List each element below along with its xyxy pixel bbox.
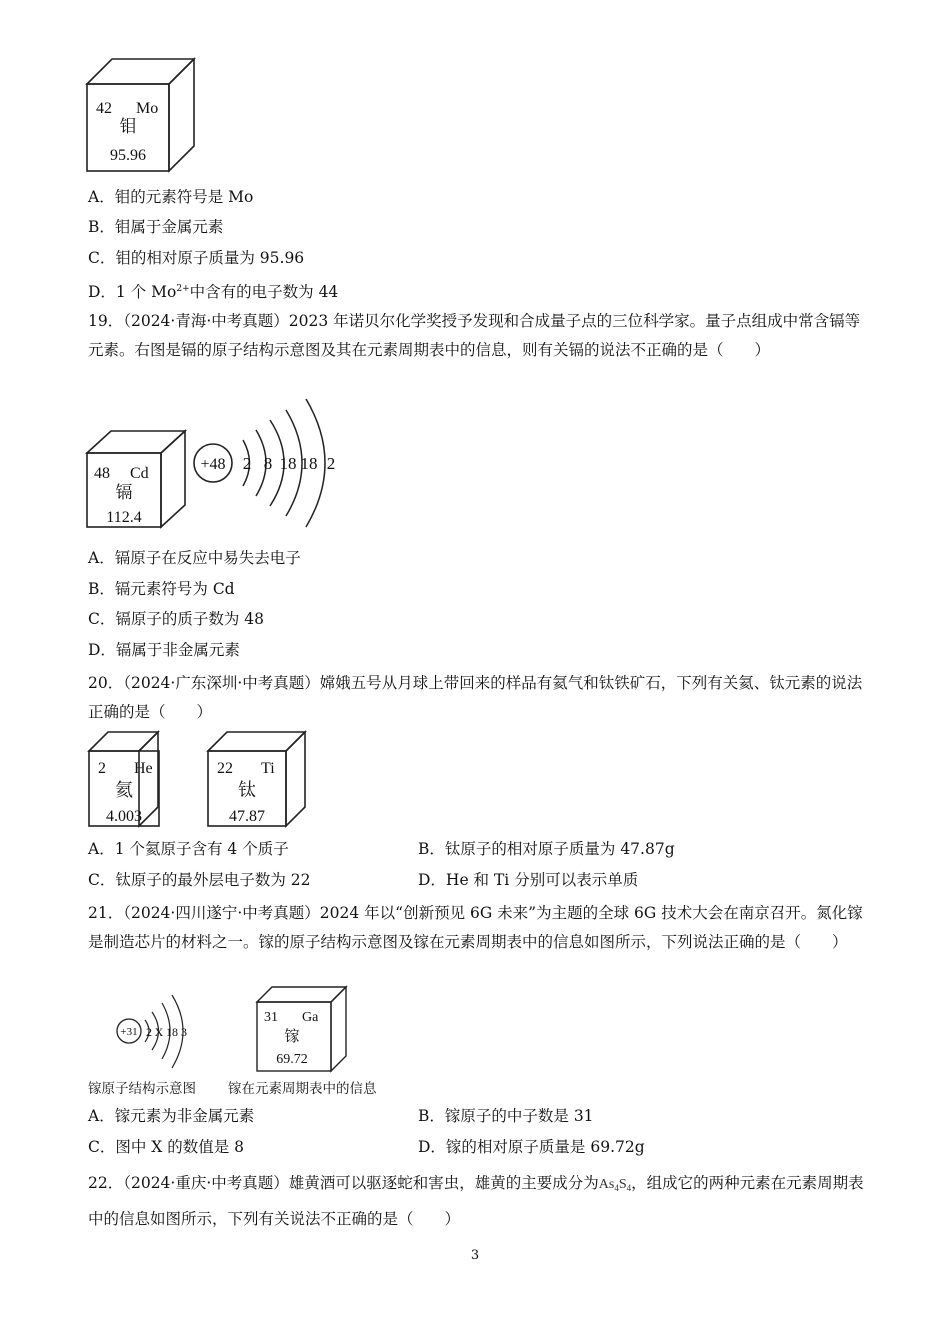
ti-symbol: Ti [261,760,275,777]
q18-option-d-pre: D．1 个 Mo [88,283,177,301]
q20-option-d: D．He 和 Ti 分别可以表示单质 [418,871,639,889]
q20-option-c: C．钛原子的最外层电子数为 22 [88,871,311,889]
q21-question-text: 21．（2024·四川遂宁·中考真题）2024 年以“创新预见 6G 未来”为主题的全球 6G 技术大会在南京召开。氮化镓是制造芯片的材料之一。镓的原子结构示意图及镓在元素周期表中的信息如图所示，下列说法正确的是（ ） [88,904,863,951]
page-number: 3 [470,1248,480,1263]
q18-option-d-charge: 2+ [176,284,190,294]
q20-question-text: 20．（2024·广东深圳·中考真题）嫦娥五号从月球上带回来的样品有氦气和钛铁矿石，下列有关氦、钛元素的说法正确的是（ ） [88,674,863,721]
he-element-cell [86,729,162,829]
q19-question-text: 19．（2024·青海·中考真题）2023 年诺贝尔化学奖授予发现和合成量子点的三位科学家。量子点组成中常含镉等元素。右图是镉的原子结构示意图及其在元素周期表中的信息，则有关镉的说法不正确的是（ ） [88,312,861,359]
cd-symbol: Cd [130,465,149,482]
q22-formula-subscript-2: 4 [626,1183,632,1193]
q18-option-a: A．钼的元素符号是 Mo [88,188,254,206]
ga-shell-4-electrons: 3 [181,1025,187,1039]
ga-shell-1-electrons: 2 [146,1025,152,1039]
cd-nucleus-charge: +48 [200,456,226,473]
q18-option-d [88,278,338,303]
q18-option-d-post: 中含有的电子数为 44 [189,283,339,301]
q22-question-text [88,1168,868,1235]
q21-option-b: B．镓原子的中子数是 31 [418,1107,594,1125]
he-name: 氦 [115,780,133,800]
q18-option-b: B．钼属于金属元素 [88,218,224,236]
ga-element-cell [254,984,350,1074]
cd-atomic-structure-diagram [188,396,348,534]
q21-option-c: C．图中 X 的数值是 8 [88,1138,245,1156]
ga-cell-caption: 镓在元素周期表中的信息 [228,1081,377,1097]
cd-shell-4-electrons: 18 [300,454,318,473]
q19-option-a: A．镉原子在反应中易失去电子 [88,549,301,567]
q18-option-c: C．钼的相对原子质量为 95.96 [88,249,305,267]
cd-shell-2-electrons: 8 [263,454,273,473]
ga-shell-3-electrons: 18 [166,1025,178,1039]
q20-option-a: A．1 个氦原子含有 4 个质子 [88,840,289,858]
cd-shell-5-electrons: 2 [326,454,336,473]
ti-element-cell [205,729,309,829]
mo-symbol: Mo [136,100,159,117]
mo-name: 钼 [119,117,137,136]
mo-atomic-number: 42 [96,100,112,117]
q19-option-b: B．镉元素符号为 Cd [88,580,235,598]
q19-option-d: D．镉属于非金属元素 [88,641,240,659]
cd-mass: 112.4 [106,509,142,526]
q22-formula-element-2: S [618,1177,627,1192]
ga-atomic-structure-diagram [112,992,190,1074]
ga-mass: 69.72 [276,1052,308,1067]
cd-shell-1-electrons: 2 [242,454,252,473]
cd-shell-3-electrons: 18 [279,454,297,473]
q21-option-d: D．镓的相对原子质量是 69.72g [418,1138,645,1156]
q19-option-c: C．镉原子的质子数为 48 [88,610,265,628]
q21-option-a: A．镓元素为非金属元素 [88,1107,255,1125]
cd-atomic-number: 48 [94,465,110,482]
cd-name: 镉 [115,483,133,502]
ti-name: 钛 [238,780,256,800]
q22-formula-element-1: As [598,1177,615,1192]
mo-element-cell [84,56,199,174]
cd-element-cell [84,428,190,530]
ga-atomic-number: 31 [264,1010,278,1025]
q22-formula-subscript-1: 4 [614,1183,619,1193]
q22-formula [599,1177,631,1192]
he-symbol: He [134,760,153,777]
ga-structure-caption: 镓原子结构示意图 [88,1081,196,1097]
ti-atomic-number: 22 [217,760,233,777]
ga-shell-2-electrons: X [154,1025,164,1039]
he-mass: 4.003 [106,808,142,825]
ga-nucleus-charge: +31 [120,1026,138,1038]
q22-text-pre: 22．（2024·重庆·中考真题）雄黄酒可以驱逐蛇和害虫，雄黄的主要成分为 [88,1174,599,1192]
q20-option-b: B．钛原子的相对原子质量为 47.87g [418,840,675,858]
ti-mass: 47.87 [229,808,265,825]
ga-name: 镓 [284,1029,300,1045]
he-atomic-number: 2 [98,760,106,777]
q22-text-post: ，组成它的两种元素在元素周期表中的信息如图所示，下列有关说法不正确的是（ ） [88,1174,864,1228]
ga-symbol: Ga [302,1010,319,1025]
mo-mass: 95.96 [110,147,146,164]
